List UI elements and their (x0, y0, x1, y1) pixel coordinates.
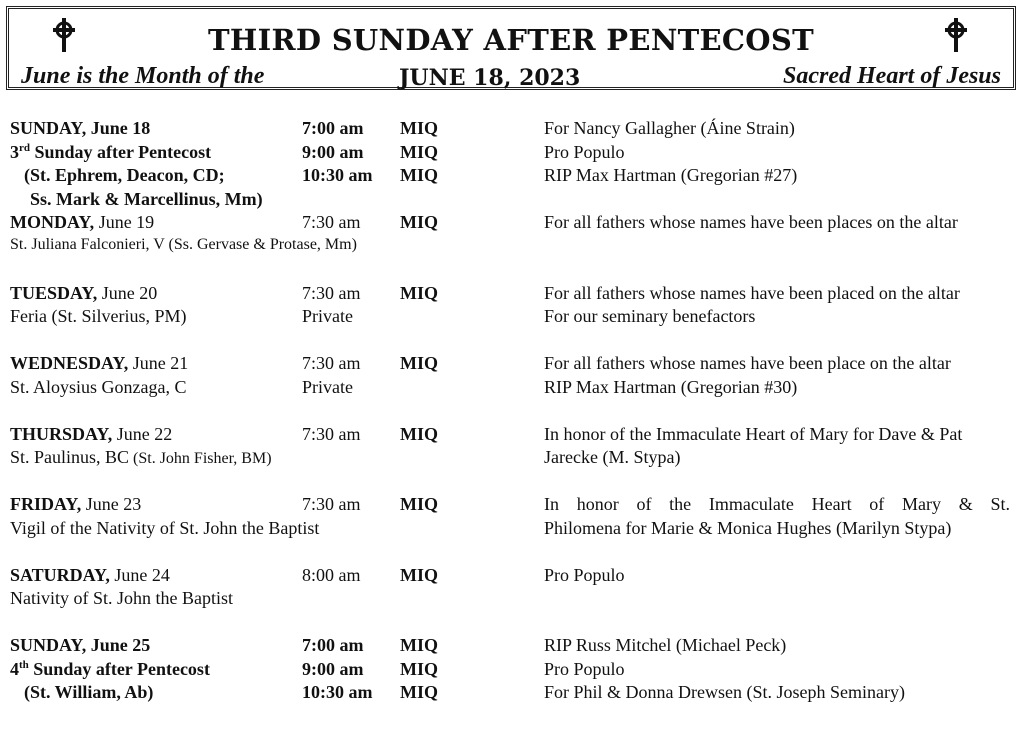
schedule-line (0, 306, 1024, 330)
day-heading: SATURDAY, June 24 (10, 564, 170, 585)
commemoration: (St. William, Ab) (24, 682, 154, 702)
mass-intention: For all fathers whose names have been places on the altar (544, 212, 958, 232)
schedule-line (0, 236, 1024, 260)
feast-name: Vigil of the Nativity of St. John the Baptist (10, 517, 320, 538)
feast-name: St. Juliana Falconieri, V (Ss. Gervase & Protase, Mm) (10, 235, 357, 253)
day-block (0, 212, 1024, 283)
mass-time: 8:00 am (302, 564, 361, 585)
mass-intention: Philomena for Marie & Monica Hughes (Marilyn Stypa) (544, 517, 952, 538)
mass-time: 7:00 am (302, 635, 364, 655)
mass-intention: In honor of the Immaculate Heart of Mary & St. (544, 494, 1010, 514)
mass-type: MIQ (400, 635, 438, 655)
feast-name: Nativity of St. John the Baptist (10, 588, 233, 608)
bulletin-date: JUNE 18, 2023 (399, 65, 581, 91)
mass-type: MIQ (400, 494, 438, 514)
day-block (0, 424, 1024, 495)
schedule-line (0, 659, 1024, 683)
mass-intention: In honor of the Immaculate Heart of Mary for Dave & Pat (544, 423, 963, 444)
feast-name: 3rd Sunday after Pentecost (10, 141, 212, 162)
schedule-line (0, 377, 1024, 401)
mass-type: MIQ (400, 212, 438, 232)
schedule-line (0, 635, 1024, 659)
schedule-line (0, 118, 1024, 142)
mass-intention: RIP Max Hartman (Gregorian #27) (544, 165, 798, 185)
schedule-line (0, 424, 1024, 448)
feast-name: 4th Sunday after Pentecost (10, 658, 210, 679)
feast-name: Feria (St. Silverius, PM) (10, 306, 187, 326)
mass-time: Private (302, 376, 353, 397)
schedule-line (0, 588, 1024, 612)
schedule-line (0, 494, 1024, 518)
day-heading: SUNDAY, June 18 (10, 118, 151, 138)
mass-type: MIQ (400, 118, 438, 138)
feast-name: St. Paulinus, BC (St. John Fisher, BM) (10, 447, 272, 467)
day-block (0, 283, 1024, 354)
schedule-line (0, 447, 1024, 471)
day-heading: THURSDAY, June 22 (10, 423, 173, 444)
mass-intention: Pro Populo (544, 564, 625, 585)
schedule-line (0, 142, 1024, 166)
day-block (0, 353, 1024, 424)
mass-time: 9:00 am (302, 658, 364, 679)
mass-intention: Pro Populo (544, 141, 625, 162)
mass-type: MIQ (400, 282, 438, 303)
mass-intention: RIP Max Hartman (Gregorian #30) (544, 376, 798, 397)
month-dedication-left: June is the Month of the (21, 63, 265, 89)
day-heading: MONDAY, June 19 (10, 212, 155, 232)
mass-type: MIQ (400, 658, 438, 679)
day-block (0, 565, 1024, 636)
schedule-line (0, 212, 1024, 236)
day-block (0, 635, 1024, 707)
schedule-line (0, 682, 1024, 706)
commemoration: (St. Ephrem, Deacon, CD; (24, 165, 225, 185)
mass-intention: For Phil & Donna Drewsen (St. Joseph Seminary) (544, 682, 905, 702)
celtic-cross-icon (943, 17, 969, 53)
mass-time: 7:30 am (302, 353, 361, 373)
mass-type: MIQ (400, 165, 438, 185)
mass-intention: Jarecke (M. Stypa) (544, 447, 681, 467)
mass-intention: For our seminary benefactors (544, 306, 756, 326)
mass-intention: For all fathers whose names have been place on the altar (544, 353, 951, 373)
schedule-line (0, 518, 1024, 542)
mass-time: 9:00 am (302, 141, 364, 162)
mass-time: 7:30 am (302, 212, 361, 232)
mass-type: MIQ (400, 564, 438, 585)
mass-time: 10:30 am (302, 682, 373, 702)
schedule-line (0, 353, 1024, 377)
day-block (0, 118, 1024, 212)
schedule-line (0, 283, 1024, 307)
mass-time: 7:30 am (302, 494, 361, 514)
mass-type: MIQ (400, 682, 438, 702)
mass-type: MIQ (400, 141, 438, 162)
mass-intention: Pro Populo (544, 658, 625, 679)
schedule-line (0, 189, 1024, 213)
page-title: THIRD SUNDAY AFTER PENTECOST (208, 23, 814, 57)
mass-intention: RIP Russ Mitchel (Michael Peck) (544, 635, 787, 655)
schedule-line (0, 165, 1024, 189)
mass-time: 7:30 am (302, 423, 361, 444)
month-dedication-right: Sacred Heart of Jesus (783, 63, 1001, 89)
mass-time: 7:00 am (302, 118, 364, 138)
bulletin-header (6, 6, 1016, 90)
mass-intention: For Nancy Gallagher (Áine Strain) (544, 118, 795, 138)
mass-type: MIQ (400, 423, 438, 444)
day-heading: WEDNESDAY, June 21 (10, 353, 189, 373)
day-block (0, 494, 1024, 565)
mass-type: MIQ (400, 353, 438, 373)
day-heading: FRIDAY, June 23 (10, 494, 142, 514)
day-heading: TUESDAY, June 20 (10, 282, 158, 303)
day-heading: SUNDAY, June 25 (10, 635, 151, 655)
mass-intention: For all fathers whose names have been placed on the altar (544, 282, 960, 303)
mass-time: 7:30 am (302, 282, 361, 303)
mass-time: Private (302, 306, 353, 326)
mass-time: 10:30 am (302, 165, 373, 185)
commemoration: Ss. Mark & Marcellinus, Mm) (30, 188, 263, 209)
schedule-line (0, 565, 1024, 589)
mass-schedule (0, 118, 1024, 707)
feast-name: St. Aloysius Gonzaga, C (10, 376, 187, 397)
